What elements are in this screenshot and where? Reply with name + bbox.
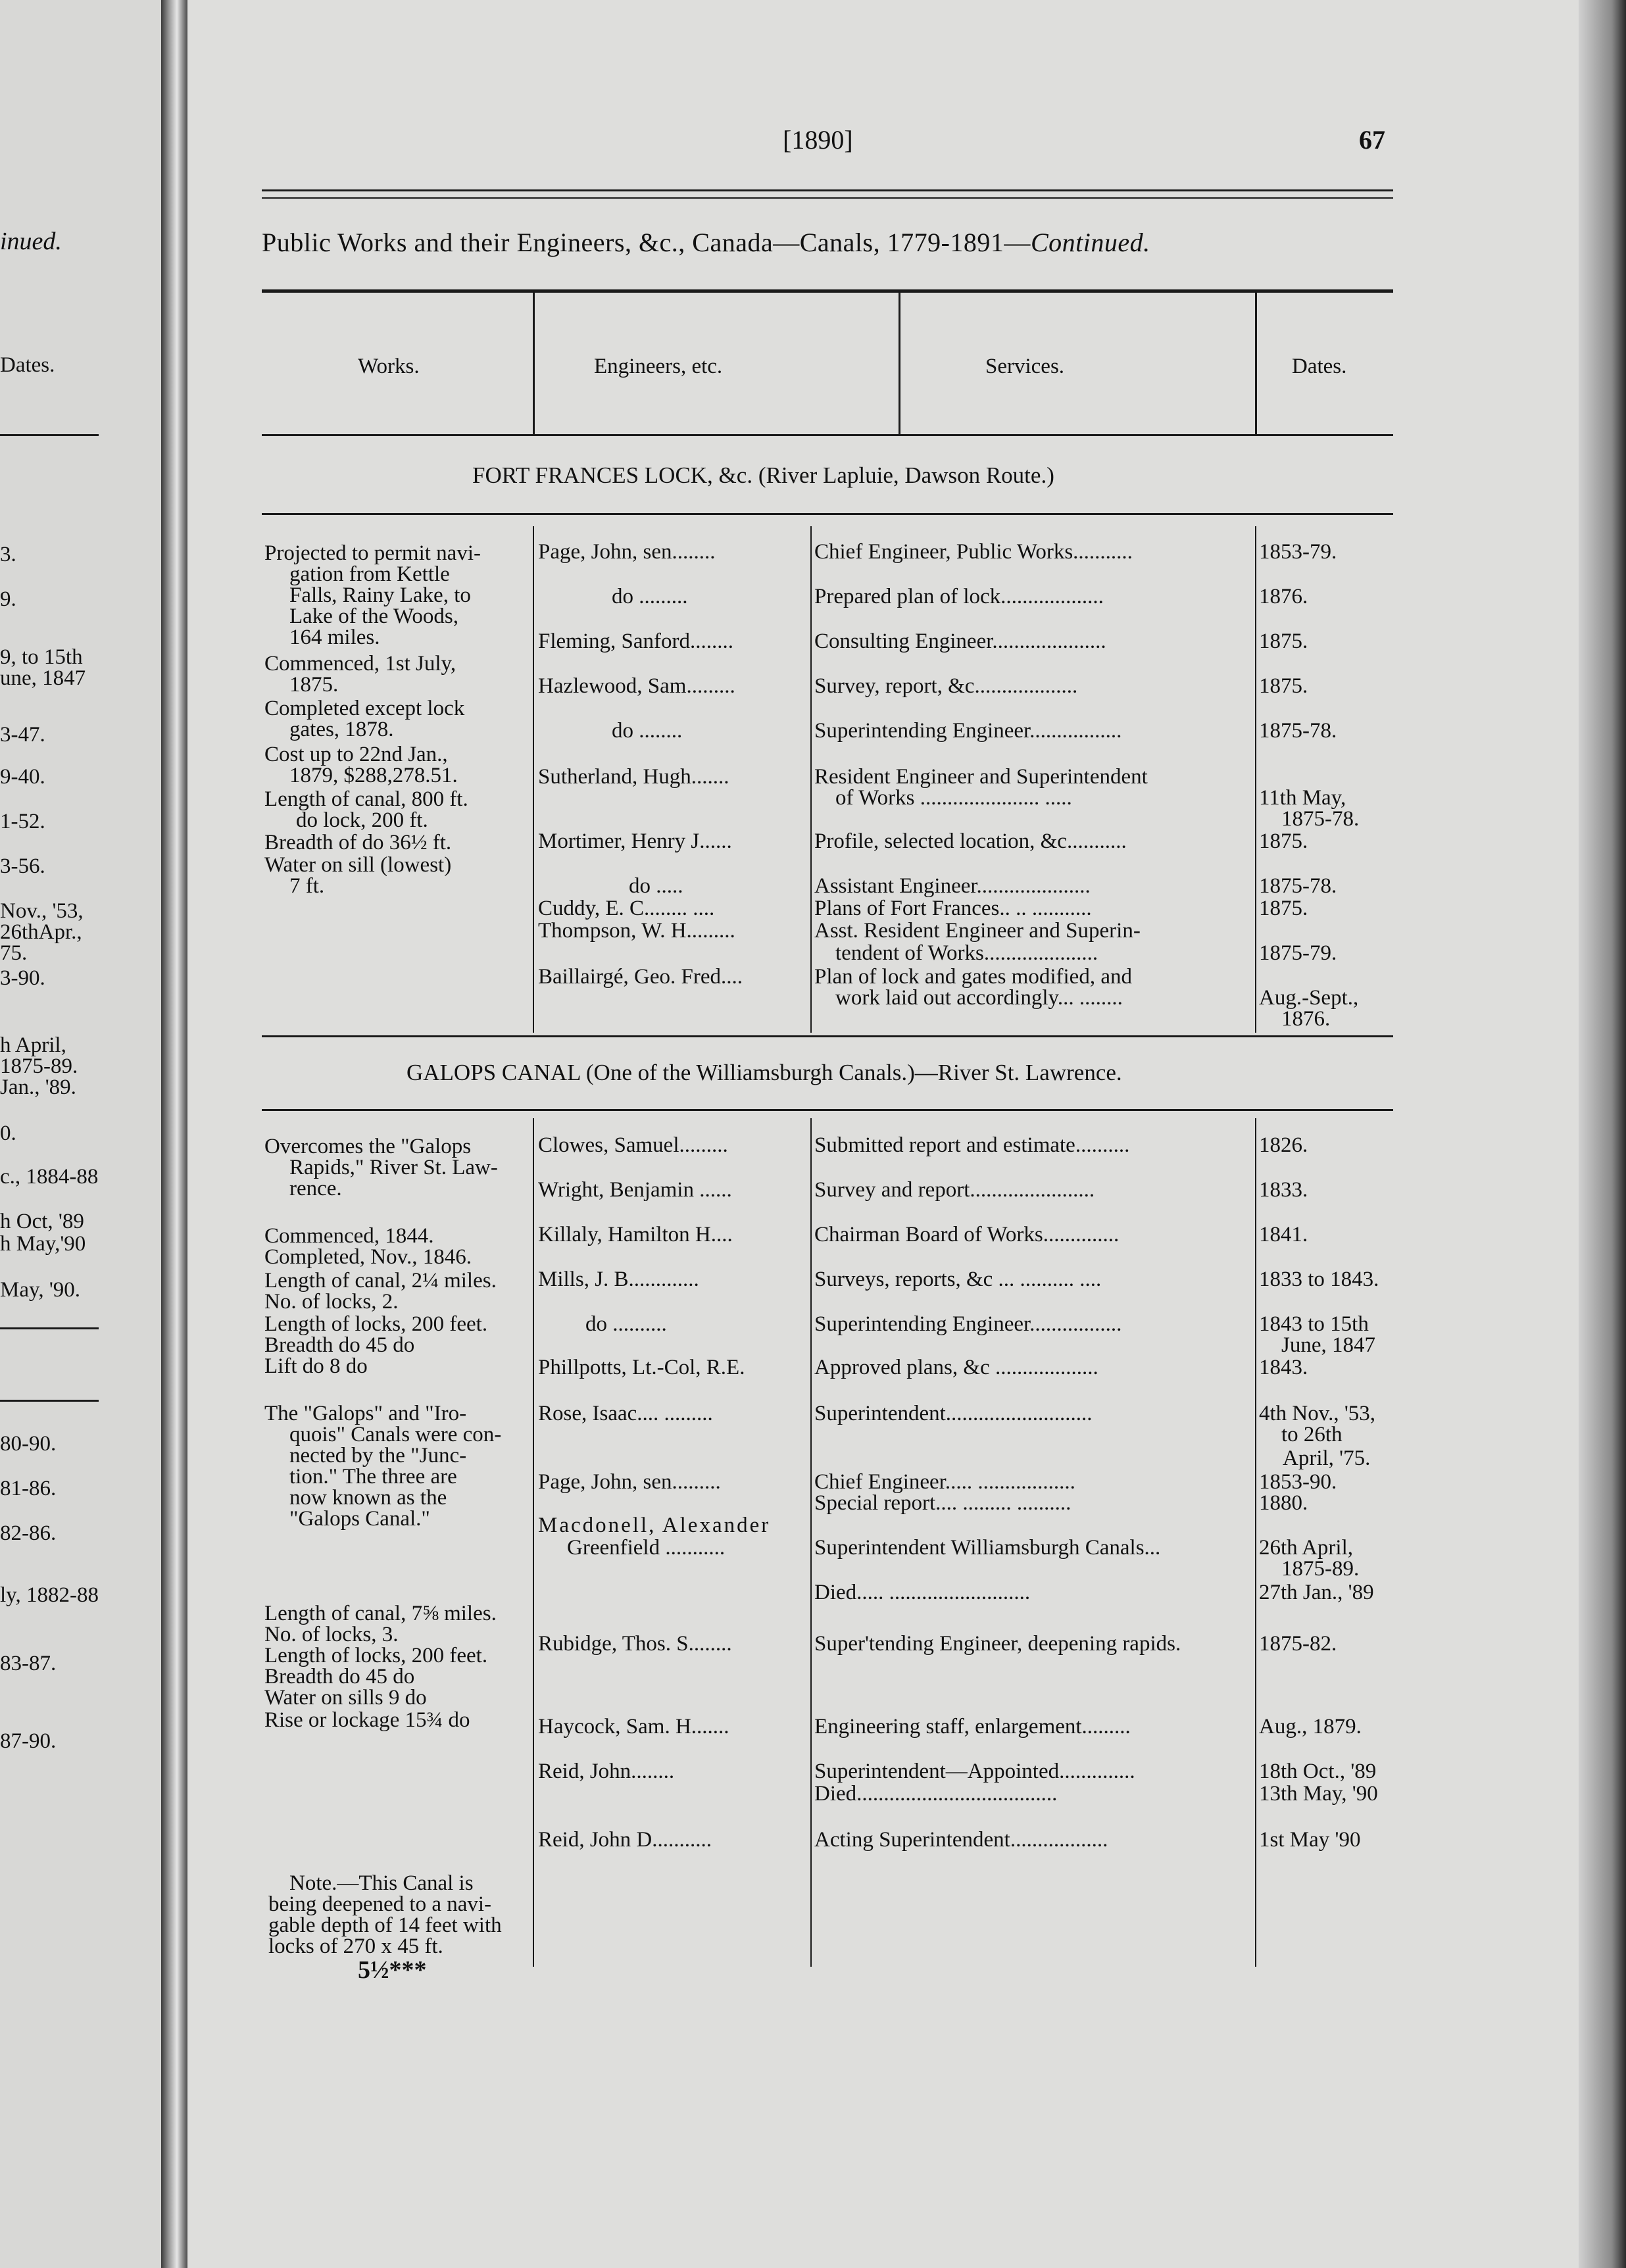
- left-line: 3.: [0, 543, 16, 566]
- book-gutter: [161, 0, 187, 2268]
- page-title: Public Works and their Engineers, &c., Canada—Canals, 1779-1891—Continued.: [262, 228, 1150, 257]
- left-line: 80-90.: [0, 1432, 57, 1456]
- printer-signature: 5½***: [358, 1956, 427, 1984]
- page-edge-shadow: [1579, 0, 1626, 2268]
- column-header-works: Works.: [358, 355, 420, 378]
- left-line: une, 1847: [0, 666, 86, 690]
- left-line: c., 1884-88: [0, 1165, 99, 1189]
- page-number: 67: [1359, 125, 1385, 155]
- left-line: 0.: [0, 1122, 16, 1145]
- section-heading-galops-canal: GALOPS CANAL (One of the Williamsburgh Canals.)—River St. Lawrence.: [406, 1060, 1122, 1085]
- left-line: ly, 1882-88: [0, 1583, 99, 1607]
- left-line: 1875-89.: [0, 1054, 78, 1078]
- left-line: 3-47.: [0, 723, 45, 747]
- left-title-fragment: inued.: [0, 228, 62, 255]
- column-header-dates: Dates.: [1292, 355, 1347, 378]
- left-line: 3-56.: [0, 854, 45, 878]
- left-line: h Oct, '89: [0, 1210, 84, 1233]
- left-line: h April,: [0, 1033, 66, 1057]
- left-line: May, '90.: [0, 1278, 81, 1302]
- left-dates-header: Dates.: [0, 353, 55, 377]
- section-heading-fort-frances: FORT FRANCES LOCK, &c. (River Lapluie, Dawson Route.): [472, 462, 1054, 488]
- column-header-engineers: Engineers, etc.: [594, 355, 723, 378]
- left-line: 83-87.: [0, 1652, 57, 1675]
- left-line: 1-52.: [0, 810, 45, 833]
- left-line: 75.: [0, 941, 28, 965]
- left-line: 26thApr.,: [0, 920, 82, 944]
- left-line: 3-90.: [0, 966, 45, 990]
- left-line: 82-86.: [0, 1521, 57, 1545]
- column-header-services: Services.: [985, 355, 1065, 378]
- left-line: 9.: [0, 587, 16, 611]
- left-line: 87-90.: [0, 1729, 57, 1753]
- year-header: [1890]: [783, 125, 853, 155]
- left-line: 81-86.: [0, 1477, 57, 1500]
- left-line: h May,'90: [0, 1232, 86, 1256]
- left-page-fragment: [0, 0, 161, 2268]
- left-line: 9, to 15th: [0, 645, 83, 669]
- left-line: Jan., '89.: [0, 1075, 76, 1099]
- left-line: 9-40.: [0, 765, 45, 789]
- left-line: Nov., '53,: [0, 899, 84, 923]
